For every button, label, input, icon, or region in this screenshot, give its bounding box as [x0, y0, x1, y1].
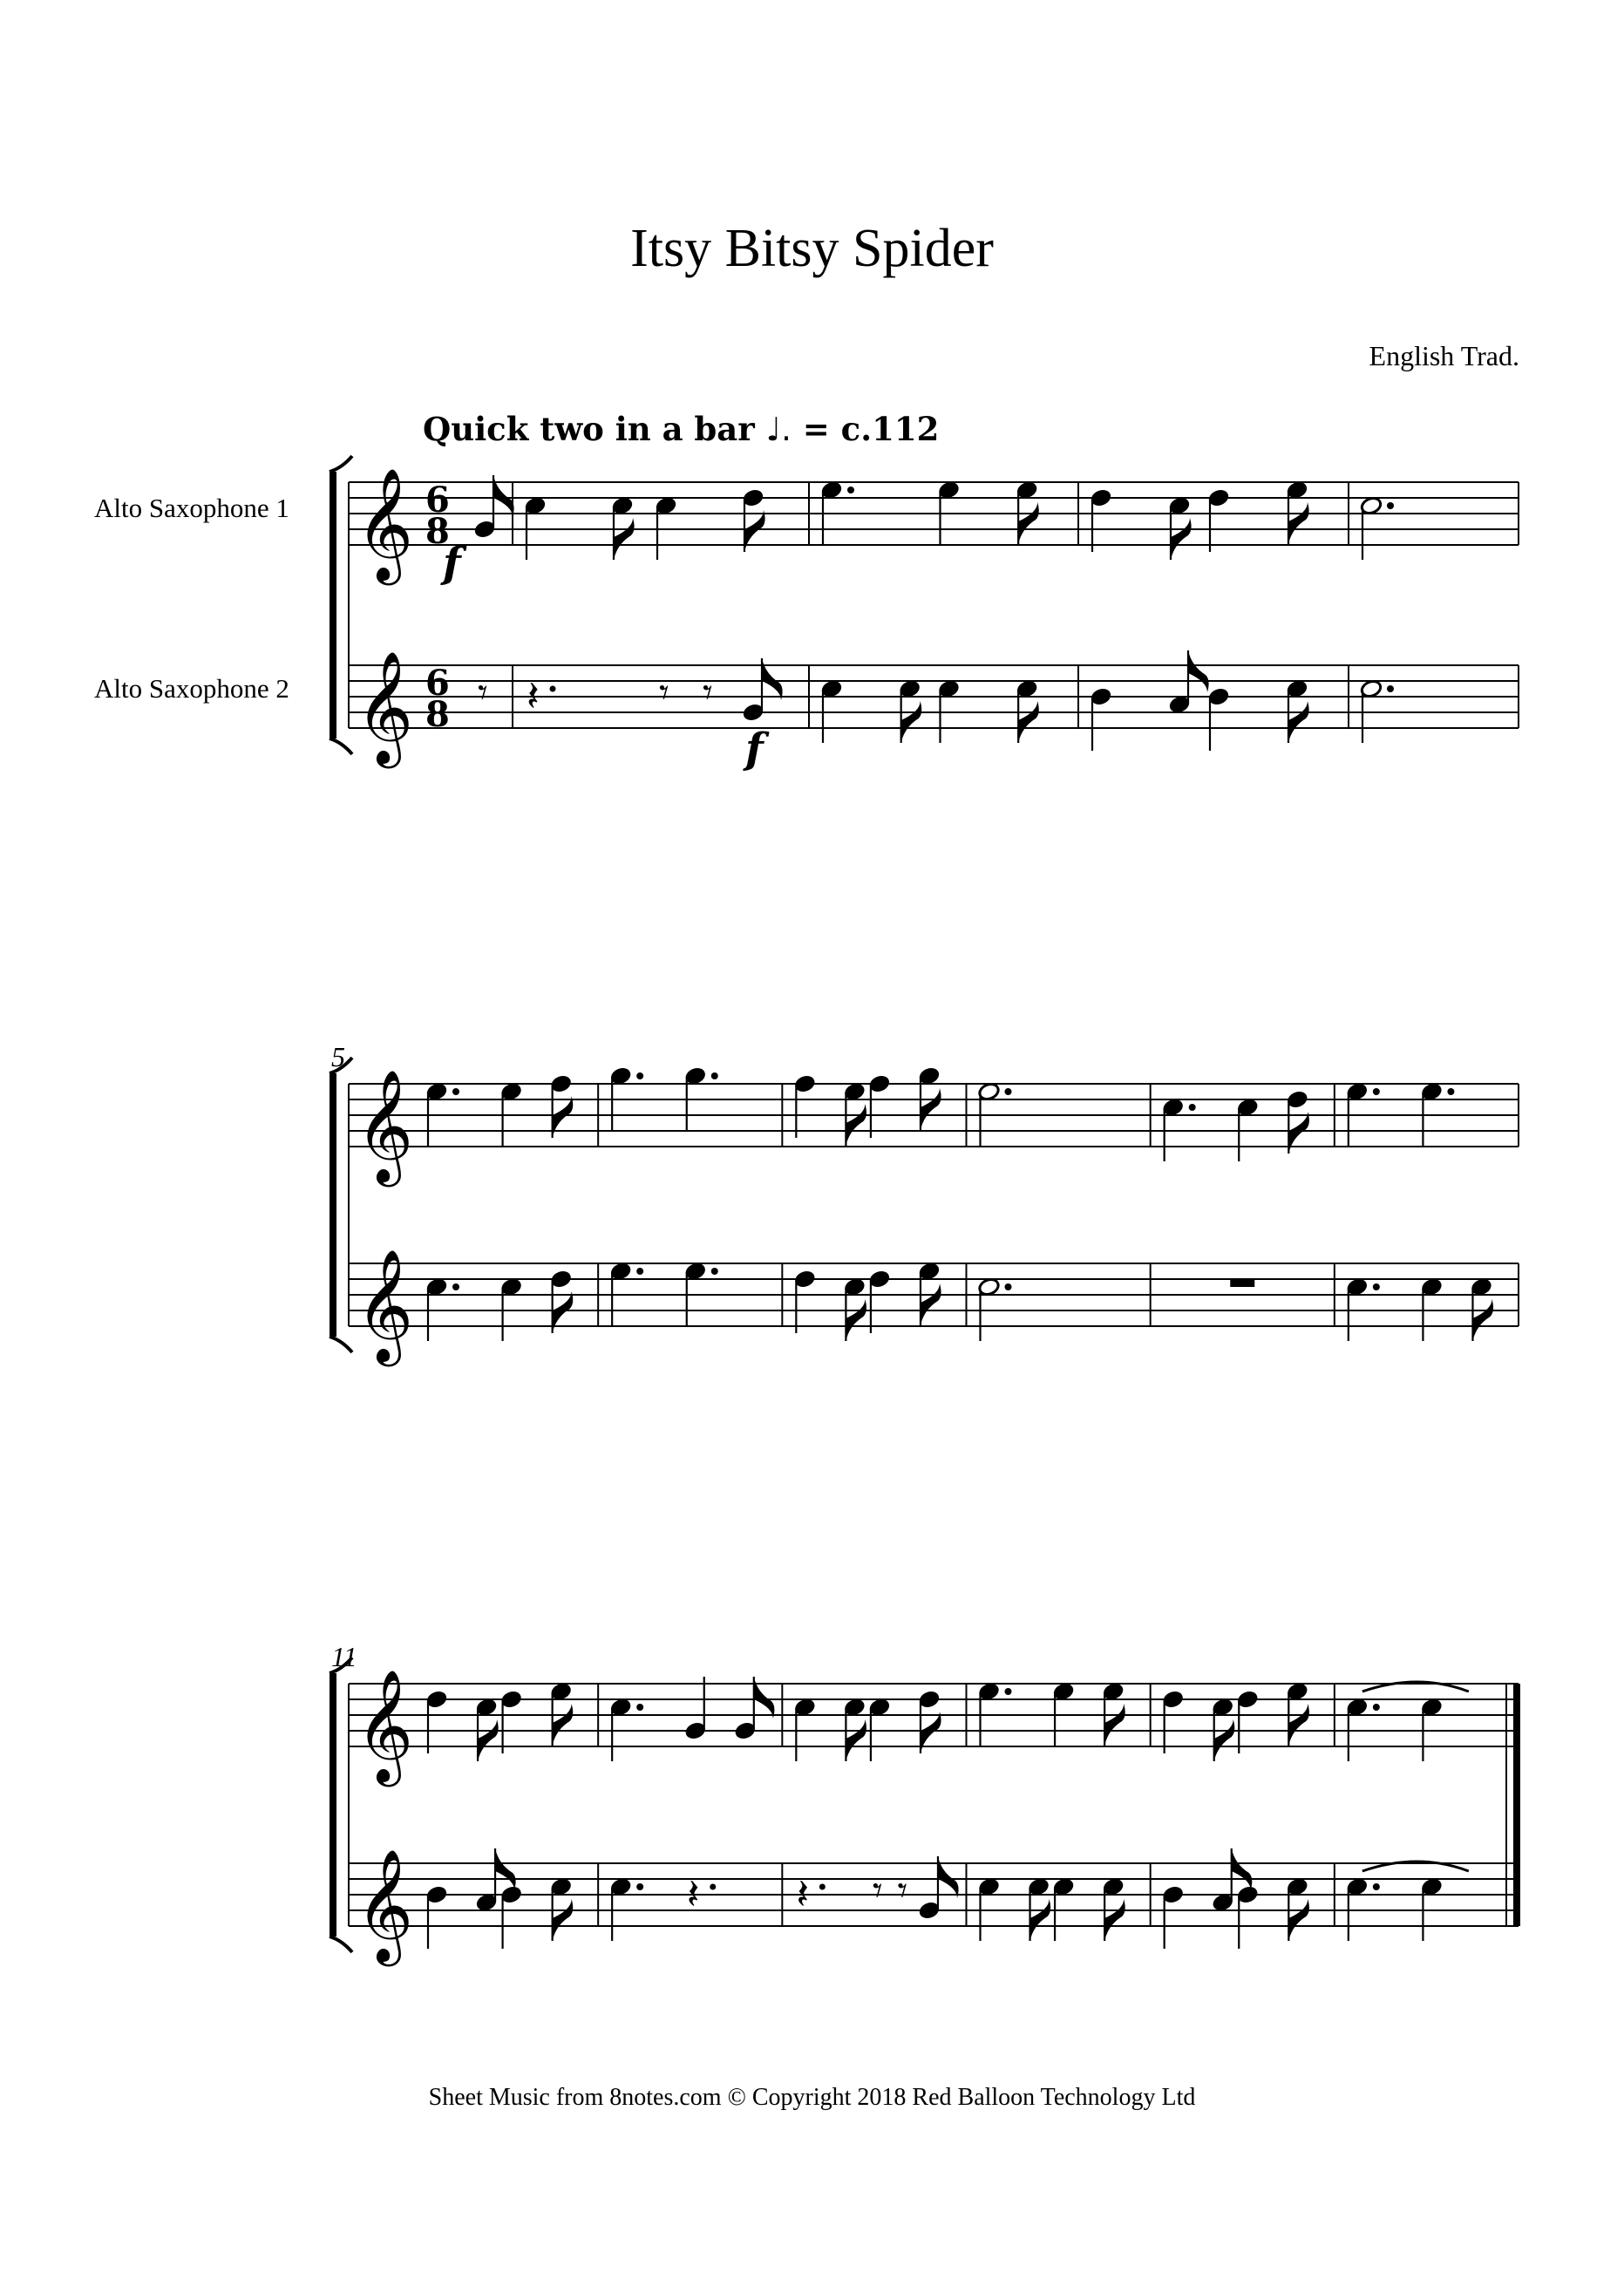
- rest-dot: [710, 1884, 716, 1890]
- system-bracket: [330, 1673, 336, 1937]
- augmentation-dot: [636, 1883, 643, 1890]
- treble-clef-icon: 𝄞: [356, 1669, 414, 1782]
- augmentation-dot: [1373, 1704, 1380, 1711]
- measure-number: 5: [331, 1041, 345, 1072]
- eighth-flag: [1104, 1899, 1125, 1941]
- measure-number: 11: [331, 1641, 357, 1672]
- system-bracket: [330, 472, 336, 739]
- quarter-rest: 𝄽: [527, 672, 540, 721]
- eighth-flag: [614, 518, 635, 560]
- augmentation-dot: [636, 1268, 643, 1275]
- augmentation-dot: [1005, 1283, 1012, 1290]
- eighth-flag: [921, 1088, 941, 1130]
- eighth-rest: 𝄾: [703, 671, 713, 715]
- eighth-rest: 𝄾: [478, 671, 488, 715]
- time-signature-denominator: 8: [425, 511, 450, 552]
- eighth-rest: 𝄾: [897, 1869, 908, 1913]
- system-bracket: [330, 1073, 336, 1337]
- eighth-rest: 𝄾: [659, 671, 669, 715]
- rest-dot: [550, 686, 556, 692]
- tempo-value: = c.112: [802, 410, 940, 448]
- augmentation-dot: [1373, 1883, 1380, 1890]
- eighth-flag: [1030, 1899, 1051, 1941]
- eighth-rest: 𝄾: [872, 1869, 883, 1913]
- eighth-flag: [495, 1848, 516, 1890]
- whole-rest: [1230, 1279, 1254, 1287]
- eighth-flag: [1472, 1299, 1493, 1341]
- bracket-hook-bottom: [330, 1937, 352, 1952]
- treble-clef-icon: 𝄞: [356, 1249, 414, 1362]
- augmentation-dot: [711, 1072, 718, 1079]
- dynamic-forte: f: [443, 539, 461, 588]
- rest-dot: [819, 1884, 826, 1890]
- tempo-text: Quick two in a bar: [423, 410, 755, 448]
- eighth-flag: [846, 1104, 866, 1146]
- eighth-flag: [1288, 1704, 1309, 1746]
- augmentation-dot: [1005, 1088, 1012, 1095]
- eighth-flag: [1288, 502, 1309, 544]
- eighth-flag: [553, 1704, 574, 1746]
- bracket-hook-top: [330, 456, 352, 472]
- time-signature-denominator: 8: [425, 694, 450, 735]
- copyright-footer: Sheet Music from 8notes.com © Copyright 2018 Red Balloon Technology Ltd: [428, 2084, 1196, 2111]
- eighth-flag: [1018, 502, 1039, 544]
- augmentation-dot: [636, 1072, 643, 1079]
- eighth-flag: [553, 1899, 574, 1941]
- augmentation-dot: [1387, 502, 1394, 509]
- augmentation-dot: [1387, 685, 1394, 692]
- final-barline-thick: [1513, 1684, 1520, 1926]
- dotted-quarter-note-icon: ♩.: [765, 411, 792, 448]
- eighth-flag: [846, 1299, 866, 1341]
- eighth-flag: [921, 1283, 941, 1325]
- eighth-flag: [1214, 1719, 1235, 1761]
- eighth-flag: [901, 701, 922, 743]
- augmentation-dot: [1447, 1088, 1454, 1095]
- eighth-flag: [1018, 701, 1039, 743]
- eighth-flag: [1232, 1848, 1253, 1890]
- quarter-rest: 𝄽: [796, 1870, 810, 1919]
- augmentation-dot: [1373, 1283, 1380, 1290]
- eighth-flag: [1171, 518, 1192, 560]
- augmentation-dot: [452, 1088, 459, 1095]
- augmentation-dot: [1373, 1088, 1380, 1095]
- augmentation-dot: [711, 1268, 718, 1275]
- augmentation-dot: [636, 1704, 643, 1711]
- augmentation-dot: [452, 1283, 459, 1290]
- eighth-flag: [1104, 1704, 1125, 1746]
- augmentation-dot: [847, 487, 854, 494]
- treble-clef-icon: 𝄞: [356, 467, 414, 581]
- eighth-flag: [1288, 701, 1309, 743]
- time-signature-numerator: 6: [425, 480, 450, 521]
- augmentation-dot: [1005, 1688, 1012, 1695]
- score-title: Itsy Bitsy Spider: [630, 219, 994, 278]
- quarter-rest: 𝄽: [686, 1870, 700, 1919]
- dynamic-forte: f: [745, 725, 764, 773]
- bracket-hook-bottom: [330, 739, 352, 754]
- eighth-flag: [478, 1719, 499, 1761]
- eighth-flag: [1188, 650, 1209, 692]
- eighth-flag: [1288, 1899, 1309, 1941]
- instrument-label-alto-sax-2: Alto Saxophone 2: [94, 673, 289, 704]
- treble-clef-icon: 𝄞: [356, 1069, 414, 1182]
- treble-clef-icon: 𝄞: [356, 650, 414, 764]
- bracket-hook-bottom: [330, 1337, 352, 1352]
- time-signature-numerator: 6: [425, 663, 450, 704]
- augmentation-dot: [1189, 1104, 1196, 1111]
- eighth-flag: [846, 1719, 866, 1761]
- composer-credit: English Trad.: [1369, 340, 1519, 371]
- instrument-label-alto-sax-1: Alto Saxophone 1: [94, 493, 289, 523]
- treble-clef-icon: 𝄞: [356, 1848, 414, 1962]
